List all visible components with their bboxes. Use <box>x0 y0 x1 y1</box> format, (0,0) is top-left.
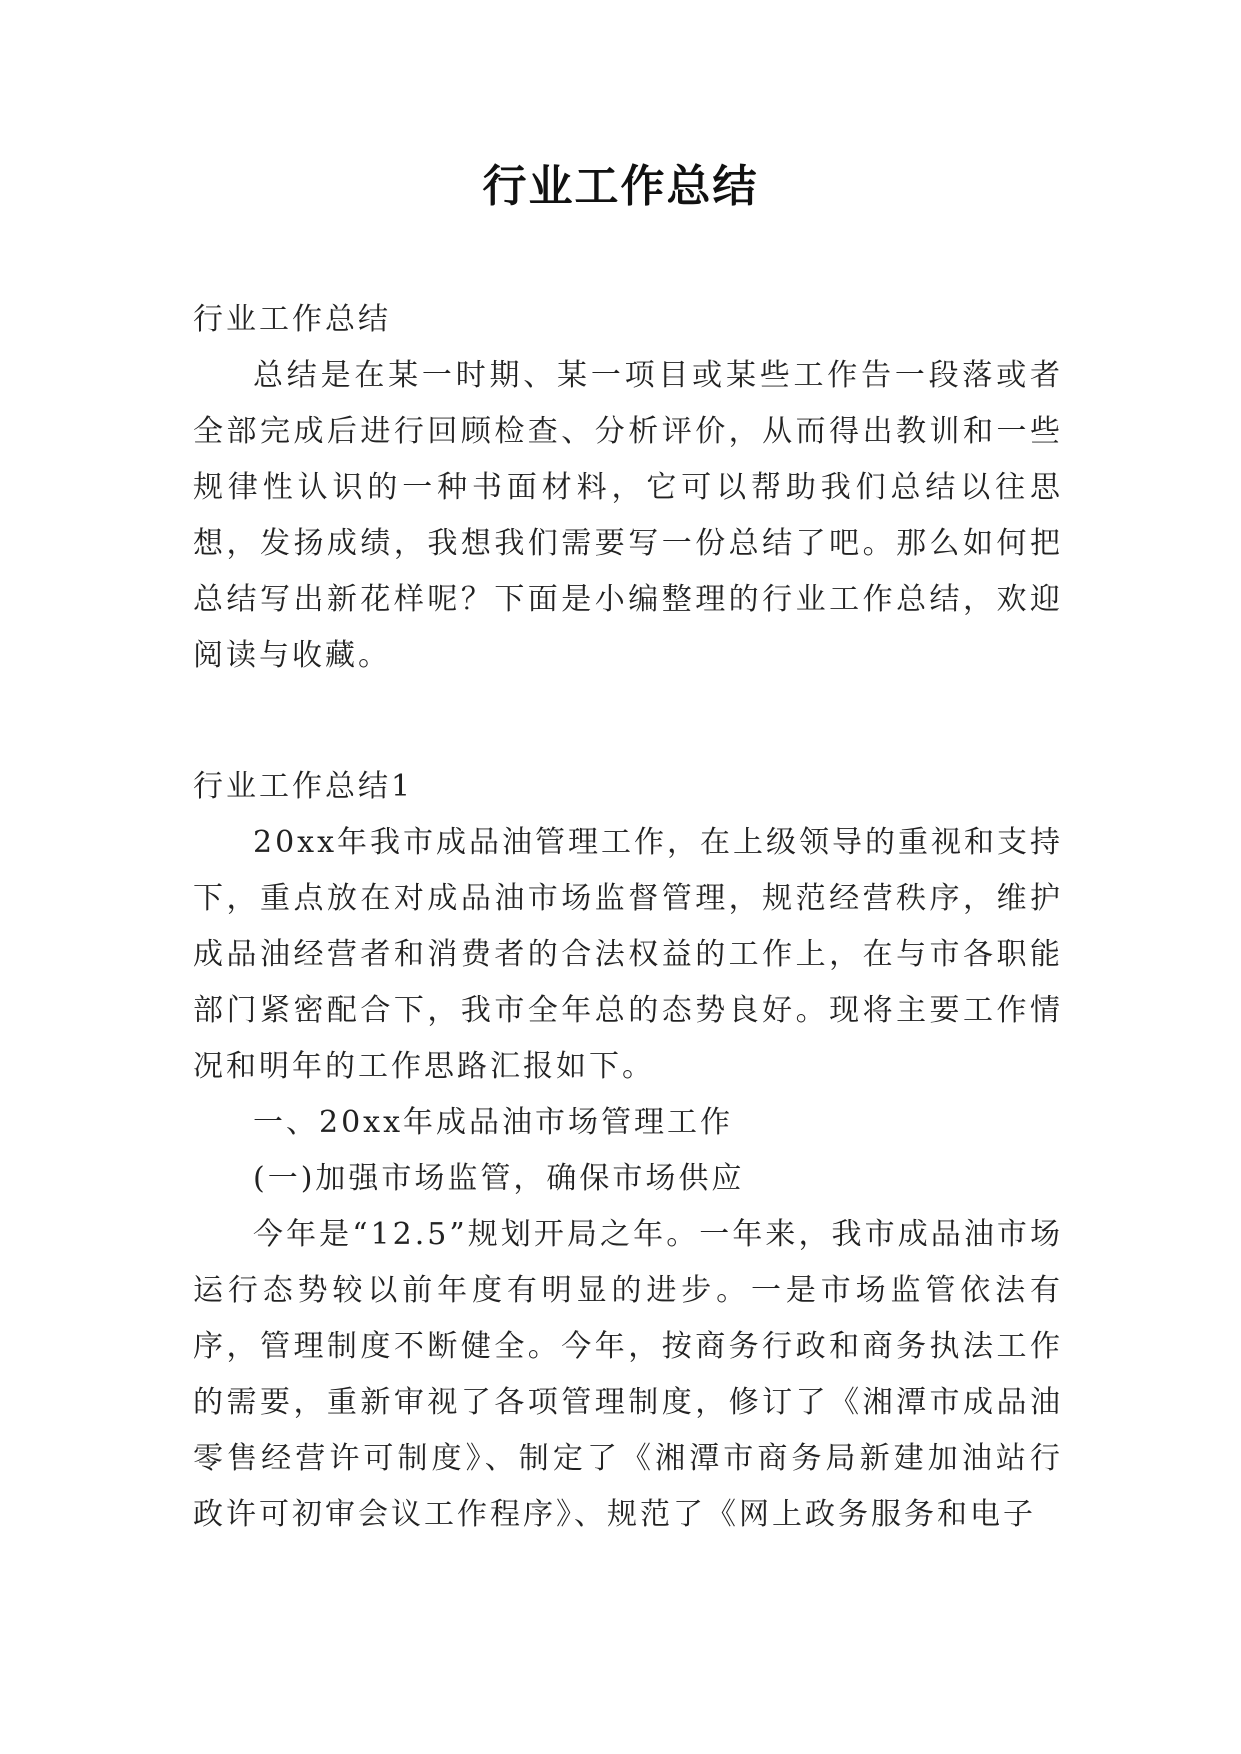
subsection-heading: 一、20xx年成品油市场管理工作 <box>253 1105 734 1140</box>
section-heading-1: 行业工作总结1 <box>193 769 414 804</box>
section-spacer <box>193 684 1063 759</box>
document-title: 行业工作总结 <box>482 161 759 212</box>
body-paragraph: 今年是“12.5”规划开局之年。一年来，我市成品油市场运行态势较以前年度有明显的进步。一是市场监管依法有序，管理制度不断健全。今年，按商务行政和商务执法工作的需要，重新审视了各项管理制度，修订了《湘潭市成品油零售经营许可制度》、制定了《湘潭市商务局新建加油站行政许可初审会议工作程序》、规范了《网上政务服务和电子 <box>193 1217 1063 1532</box>
subsubsection-heading: (一)加强市场监管，确保市场供应 <box>253 1161 745 1196</box>
intro-paragraph: 总结是在某一时期、某一项目或某些工作告一段落或者全部完成后进行回顾检查、分析评价，从而得出教训和一些规律性认识的一种书面材料，它可以帮助我们总结以往思想，发扬成绩，我想我们需要写一份总结了吧。那么如何把总结写出新花样呢？下面是小编整理的行业工作总结，欢迎阅读与收藏。 <box>193 358 1063 673</box>
section-1-paragraph: 20xx年我市成品油管理工作，在上级领导的重视和支持下，重点放在对成品油市场监督管理，规范经营秩序，维护成品油经营者和消费者的合法权益的工作上，在与市各职能部门紧密配合下，我市全年总的态势良好。现将主要工作情况和明年的工作思路汇报如下。 <box>193 825 1064 1084</box>
document-body <box>193 292 1063 1543</box>
intro-heading: 行业工作总结 <box>193 302 391 337</box>
